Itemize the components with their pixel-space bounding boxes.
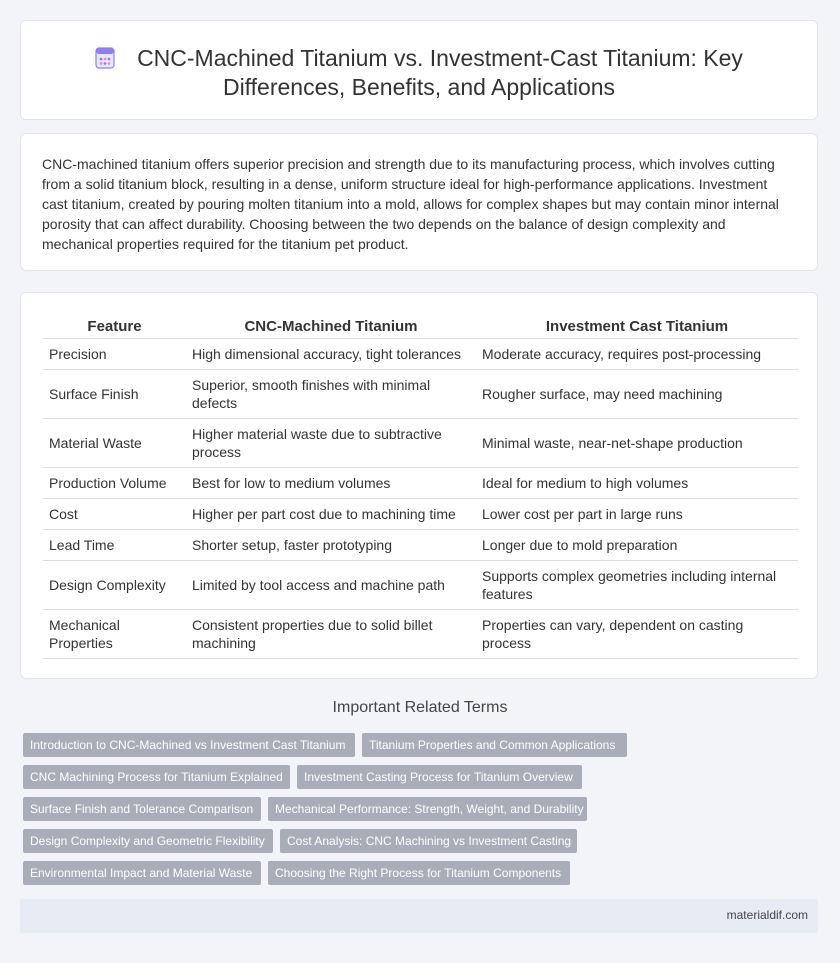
table-row (43, 370, 798, 419)
table-row (43, 610, 798, 659)
cnc-cell: Higher material waste due to subtractive process (186, 419, 476, 468)
table-row (43, 530, 798, 561)
comparison-table (43, 315, 798, 659)
feature-cell: Material Waste (43, 419, 186, 468)
feature-cell: Mechanical Properties (43, 610, 186, 659)
cast-cell: Properties can vary, dependent on casting process (476, 610, 798, 659)
cast-cell: Ideal for medium to high volumes (476, 468, 798, 499)
feature-cell: Design Complexity (43, 561, 186, 610)
related-tag[interactable]: Investment Casting Process for Titanium Overview (297, 765, 582, 789)
feature-cell: Surface Finish (43, 370, 186, 419)
cast-cell: Moderate accuracy, requires post-processing (476, 339, 798, 370)
cast-cell: Lower cost per part in large runs (476, 499, 798, 530)
cast-cell: Minimal waste, near-net-shape production (476, 419, 798, 468)
cnc-cell: Best for low to medium volumes (186, 468, 476, 499)
header-feature: Feature (87, 318, 142, 335)
feature-cell: Precision (43, 339, 186, 370)
cnc-cell: Limited by tool access and machine path (186, 561, 476, 610)
table-row (43, 419, 798, 468)
page-title (21, 44, 817, 102)
cnc-cell: Superior, smooth finishes with minimal defects (186, 370, 476, 419)
related-tag[interactable]: Choosing the Right Process for Titanium Components (268, 861, 570, 885)
title-line-1: CNC-Machined Titanium vs. Investment-Cast Titanium: Key (137, 45, 743, 71)
feature-cell: Production Volume (43, 468, 186, 499)
document-icon (95, 47, 115, 69)
footer-site-link[interactable]: materialdif.com (726, 908, 808, 922)
cast-cell: Rougher surface, may need machining (476, 370, 798, 419)
header-cnc: CNC-Machined Titanium (244, 318, 418, 335)
table-row (43, 499, 798, 530)
cnc-cell: Consistent properties due to solid billet machining (186, 610, 476, 659)
comparison-card (20, 292, 818, 679)
header-cast: Investment Cast Titanium (545, 318, 729, 335)
cnc-cell: High dimensional accuracy, tight tolerances (186, 339, 476, 370)
table-row (43, 468, 798, 499)
related-terms-title: Important Related Terms (332, 699, 508, 716)
related-tag[interactable]: Environmental Impact and Material Waste (23, 861, 261, 885)
title-line-2: Differences, Benefits, and Applications (222, 74, 616, 100)
related-tag[interactable]: CNC Machining Process for Titanium Explained (23, 765, 290, 789)
summary-text: CNC-machined titanium offers superior precision and strength due to its manufacturing process, which involves cutting from a solid titanium block, resulting in a dense, uniform structure ideal for high-performance applications. Investment cast titanium, created by pouring molten titanium into a mold, allows for complex shapes but may contain minor internal porosity that can affect durability. Choosing between the two depends on the balance of design complexity and mechanical properties required for the titanium pet product. (42, 156, 779, 252)
feature-cell: Cost (43, 499, 186, 530)
summary-card (20, 133, 818, 271)
title-card (20, 20, 818, 120)
cast-cell: Supports complex geometries including internal features (476, 561, 798, 610)
table-header-row (43, 315, 798, 339)
related-tag[interactable]: Design Complexity and Geometric Flexibility (23, 829, 273, 853)
related-tag[interactable]: Cost Analysis: CNC Machining vs Investment Casting (280, 829, 577, 853)
table-row (43, 561, 798, 610)
table-row (43, 339, 798, 370)
related-tag[interactable]: Surface Finish and Tolerance Comparison (23, 797, 261, 821)
cnc-cell: Higher per part cost due to machining time (186, 499, 476, 530)
cast-cell: Longer due to mold preparation (476, 530, 798, 561)
related-tag[interactable]: Titanium Properties and Common Applications (362, 733, 627, 757)
cnc-cell: Shorter setup, faster prototyping (186, 530, 476, 561)
related-tag[interactable]: Mechanical Performance: Strength, Weight, and Durability (268, 797, 587, 821)
feature-cell: Lead Time (43, 530, 186, 561)
related-tag[interactable]: Introduction to CNC-Machined vs Investment Cast Titanium (23, 733, 355, 757)
footer (20, 899, 818, 933)
